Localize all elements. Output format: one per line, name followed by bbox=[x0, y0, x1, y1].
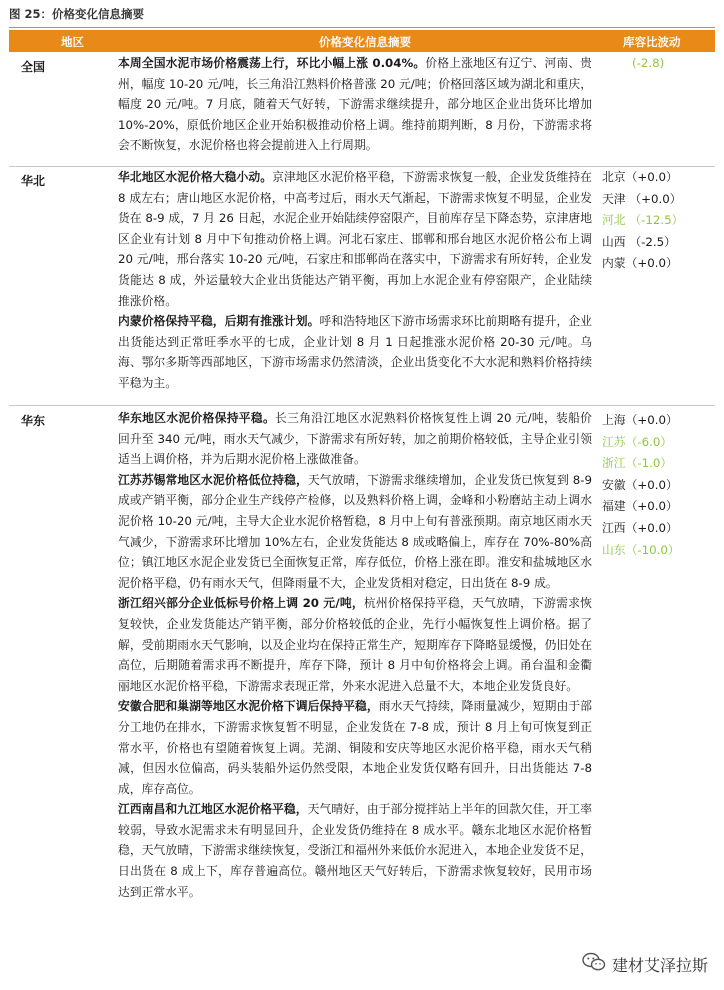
change-item: 天津 （+0.0） bbox=[602, 191, 682, 206]
region-label: 全国 bbox=[21, 60, 46, 74]
summary-lead: 浙江绍兴部分企业低标号价格上调 20 元/吨， bbox=[118, 596, 364, 611]
summary-lead: 江西南昌和九江地区水泥价格平稳， bbox=[118, 802, 308, 817]
summary-lead: 华北地区水泥价格大稳小动。 bbox=[118, 170, 273, 184]
summary-body: 京津地区水泥价格平稳，下游需求恢复一般，企业发货维持在 8 成左右；唐山地区水泥价格，中高考过后，雨水天气渐起，下游需求恢复不明显，企业发货在 8-9 成，7 月 26 日起，水泥企业开始陆续停窑限产，目前库存呈下降态势，京津唐地区企业有计划 8 月中下旬推动价格上调。河北石家庄、邯郸和邢台地区水泥价格公布上调 20 元/吨，邢台落实 10-20 元/吨，石家庄和邯郸尚在落实中，下游需求有所好转，企业发货能达 8 成，外运量较大企业出货能达产销平衡，再加上水泥企业有停窑限产，企业陆续推涨价格。 bbox=[118, 170, 592, 308]
table-header bbox=[9, 30, 715, 52]
change-item: 江苏（-6.0） bbox=[602, 434, 673, 449]
change-item: (-2.8) bbox=[632, 56, 665, 70]
watermark-text: 建材艾泽拉斯 bbox=[611, 955, 708, 975]
change-item: 内蒙（+0.0） bbox=[602, 256, 678, 271]
summary-body: 价格上涨地区有辽宁、河南、贵州，幅度 10-20 元/吨，长三角沿江熟料价格普涨 20 元/吨；价格回落区域为湖北和重庆，幅度 20 元/吨。7 月底，随着天气好转，下游需求继续提升，部分地区企业出货环比增加 10%-20%，原低价地区企业开始积极推动价格上调。维持前期判断，8 月份，下游需求将会不断恢复，水泥价格也将会提前进入上行周期。 bbox=[118, 56, 592, 153]
summary-paragraph bbox=[118, 408, 592, 470]
summary-body: 长三角沿江地区水泥熟料价格恢复性上调 20 元/吨，装船价回升至 340 元/吨，雨水天气减少，下游需求有所好转，加之前期价格较低，主导企业引领适当上调价格，并为后期水泥价格上涨做准备。 bbox=[118, 411, 592, 467]
figure-title: 图 25：价格变化信息摘要 bbox=[9, 7, 145, 21]
summary-paragraph bbox=[118, 470, 592, 594]
summary-paragraph bbox=[118, 696, 592, 799]
watermark bbox=[578, 950, 712, 978]
change-item: 上海（+0.0） bbox=[602, 413, 678, 427]
change-item: 安徽（+0.0） bbox=[602, 477, 678, 492]
summary-body: 杭州价格保持平稳，天气放晴，下游需求恢复较快，企业发货能达产销平衡，部分价格较低的企业，先行小幅恢复性上调价格。据了解，受前期雨水天气影响，以及企业均在保持正常生产，短期库存下降略显缓慢，仍旧处在高位，后期随着需求再不断提升，库存下降，预计 8 月中旬价格将会上调。甬台温和金衢丽地区水泥价格平稳，下游需求表现正常，外来水泥进入总量不大，本地企业发货良好。 bbox=[118, 596, 592, 693]
header-change: 库容比波动 bbox=[623, 35, 681, 49]
summary-lead: 安徽合肥和巢湖等地区水泥价格下调后保持平稳， bbox=[118, 699, 379, 714]
summary-paragraph bbox=[118, 167, 592, 311]
summary-lead: 本周全国水泥市场价格震荡上行，环比小幅上涨 0.04%。 bbox=[118, 56, 426, 70]
wechat-icon bbox=[582, 952, 606, 976]
summary-body: 天气放晴，下游需求继续增加，企业发货已恢复到 8-9 成或产销平衡，部分企业生产线停产检修，以及熟料价格上调，金峰和小粉磨站主动上调水泥价格 10-20 元/吨，主导大企业水泥价格暂稳，8 月中上旬有普涨预期。南京地区雨水天气减少，下游需求环比增加 10%左右，企业发货能达 8 成或略偏上，库存在 70%-80%高位；镇江地区水泥企业发货已全面恢复正常，库存低位，价格上涨在即。淮安和盐城地区水泥价格平稳，仍有雨水天气，但降雨量不大，企业发货相对稳定，日出货在 8-9 成。 bbox=[118, 472, 592, 590]
summary-cell bbox=[118, 53, 592, 156]
summary-lead: 华东地区水泥价格保持平稳。 bbox=[118, 411, 276, 425]
header-summary: 价格变化信息摘要 bbox=[319, 35, 411, 49]
change-cell bbox=[602, 410, 680, 561]
change-item: 河北 （-12.5） bbox=[602, 213, 684, 228]
change-item: 北京（+0.0） bbox=[602, 170, 678, 184]
summary-cell bbox=[118, 408, 592, 902]
change-item: 浙江（-1.0） bbox=[602, 456, 673, 471]
change-item: 福建（+0.0） bbox=[602, 499, 678, 514]
change-item: 山东（-10.0） bbox=[602, 542, 680, 557]
summary-paragraph bbox=[118, 799, 592, 902]
summary-paragraph bbox=[118, 311, 592, 393]
region-label: 华东 bbox=[21, 414, 46, 428]
summary-body: 呼和浩特地区下游市场需求环比前期略有提升，企业出货能达到正常旺季水平的七成，企业计划 8 月 1 日起推涨水泥价格 20-30 元/吨。乌海、鄂尔多斯等西部地区，下游市场需求仍然清淡，企业出货变化不大水泥和熟料价格持续平稳为主。 bbox=[118, 314, 592, 390]
summary-paragraph bbox=[118, 53, 592, 156]
change-cell bbox=[602, 167, 683, 275]
header-region: 地区 bbox=[61, 35, 84, 49]
change-item: 江西（+0.0） bbox=[602, 520, 678, 535]
summary-lead: 内蒙价格保持平稳，后期有推涨计划。 bbox=[118, 314, 320, 329]
row-divider bbox=[9, 405, 715, 406]
summary-paragraph bbox=[118, 593, 592, 696]
title-rule bbox=[9, 27, 715, 28]
summary-lead: 江苏苏锡常地区水泥价格低位持稳， bbox=[118, 472, 308, 487]
summary-body: 天气晴好，由于部分搅拌站上半年的回款欠佳，开工率较弱，导致水泥需求未有明显回升，企业发货仍维持在 8 成水平。赣东北地区水泥价格暂稳，天气放晴，下游需求继续恢复，受浙江和福州外来低价水泥进入，本地企业发货不足，日出货在 8 成上下，库存普遍高位。赣州地区天气好转后，下游需求恢复较好，民用市场达到正常水平。 bbox=[118, 802, 592, 899]
change-cell bbox=[632, 53, 664, 75]
summary-body: 雨水天气持续，降雨量减少，短期由于部分工地仍在排水，下游需求恢复暂不明显，企业发货在 7-8 成，预计 8 月上旬可恢复到正常水平，价格也有望随着恢复上调。芜湖、铜陵和安庆等地区水泥价格平稳，雨水天气稍减，但因水位偏高，码头装船外运仍然受限，本地企业发货仅略有回升，日出货能达 7-8 成，库存高位。 bbox=[118, 699, 592, 796]
summary-cell bbox=[118, 167, 592, 394]
change-item: 山西 （-2.5） bbox=[602, 234, 676, 249]
region-label: 华北 bbox=[21, 174, 46, 188]
